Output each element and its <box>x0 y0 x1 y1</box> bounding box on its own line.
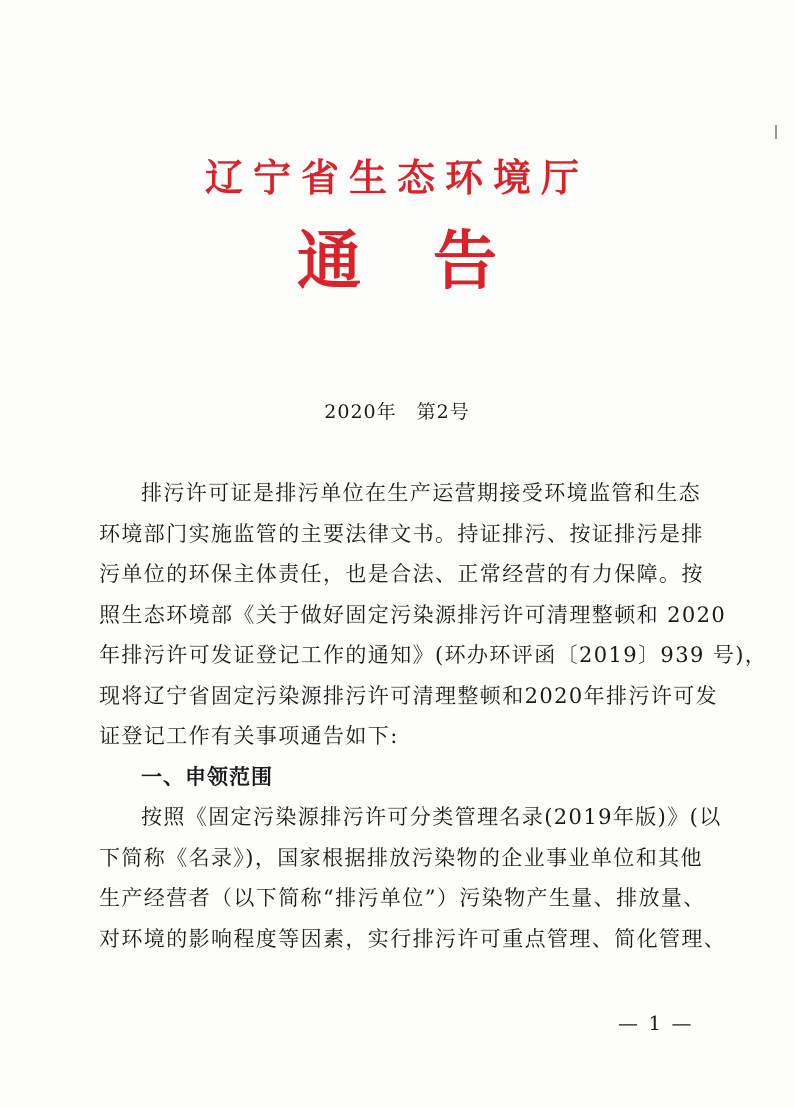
paragraph-line: 现将辽宁省固定污染源排污许可清理整顿和2020年排污许可发 <box>99 683 719 708</box>
paragraph-line: 下简称《名录》)，国家根据排放污染物的企业事业单位和其他 <box>99 845 703 870</box>
document-title: 通告 <box>297 225 569 299</box>
scan-mark <box>775 125 777 139</box>
paragraph-line: 排污许可证是排污单位在生产运营期接受环境监管和生态 <box>141 481 701 505</box>
paragraph-line: 照生态环境部《关于做好固定污染源排污许可清理整顿和 2020 <box>99 602 727 627</box>
document-number-text: 2020年 第2号 <box>324 401 470 423</box>
section-heading: 一、申领范围 <box>141 764 273 789</box>
paragraph-line: 按照《固定污染源排污许可分类管理名录(2019年版)》(以 <box>141 805 722 829</box>
paragraph-line: 环境部门实施监管的主要法律文书。持证排污、按证排污是排 <box>99 521 704 546</box>
paragraph-line: 年排污许可发证登记工作的通知》(环办环评函〔2019〕939 号)， <box>99 643 768 667</box>
page-number: — 1 — <box>618 1011 694 1035</box>
document-number <box>0 399 794 425</box>
document-body <box>99 473 768 959</box>
paragraph-line: 证登记工作有关事项通告如下: <box>99 724 399 748</box>
paragraph-line: 污单位的环保主体责任，也是合法、正常经营的有力保障。按 <box>99 562 704 586</box>
issuing-organization: 辽宁省生态环境厅 <box>204 156 589 200</box>
paragraph-line: 生产经营者（以下简称“排污单位”）污染物产生量、排放量、 <box>99 886 706 910</box>
paragraph-line: 对环境的影响程度等因素，实行排污许可重点管理、简化管理、 <box>99 926 727 951</box>
